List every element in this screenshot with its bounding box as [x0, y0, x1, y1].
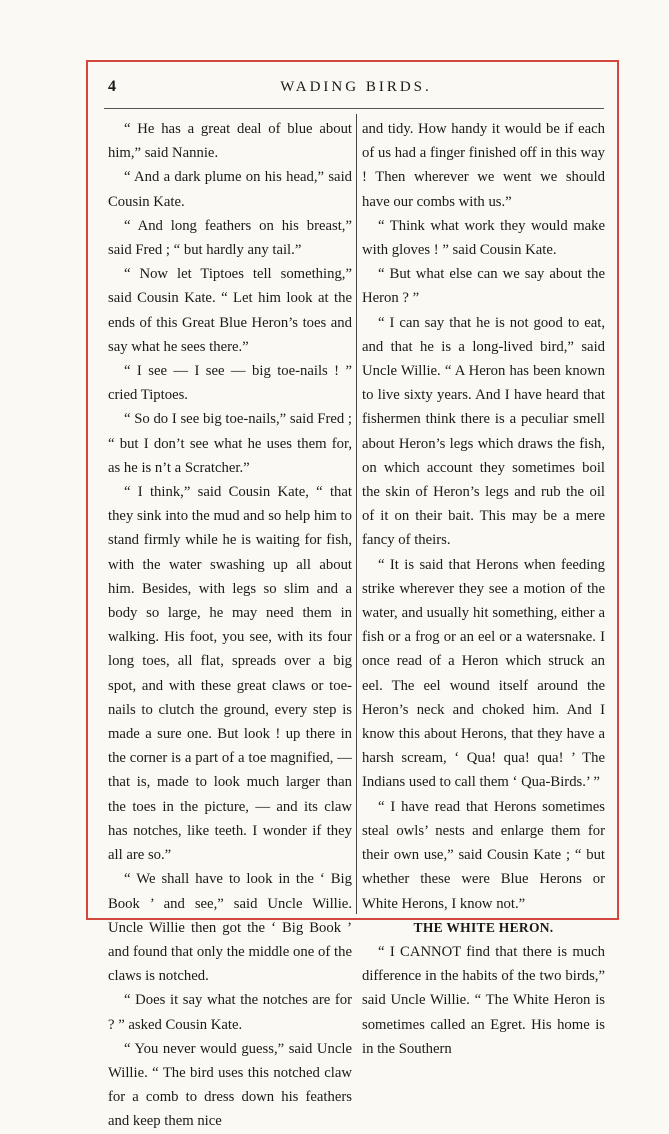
paragraph: “ And a dark plume on his head,” said Cousin Kate. [108, 169, 352, 210]
paragraph: “ You never would guess,” said Uncle Willie. “ The bird uses this notched claw for a comb to dress down his feathers and keep them nice [108, 1040, 352, 1130]
paragraph: “ I think,” said Cousin Kate, “ that they sink into the mud and so help him to stand firmly while he is waiting for fish, with the water swashing up all about him. Besides, with legs so slim and a body so large, he may need them in walking. His foot, you see, with its four long toes, all flat, spreads over a big spot, and with these great claws or toe-nails to clutch the ground, every step is made a sure one. But look ! up there in the corner is a part of a toe magnified, — that is, made to look much larger than the toes in the picture, — and its claw has notches, like teeth. I wonder if they all are so.” [108, 484, 352, 864]
paragraph: “ Now let Tiptoes tell something,” said Cousin Kate. “ Let him look at the ends of this Great Blue Heron’s toes and say what he sees there.” [108, 266, 352, 355]
paragraph: “ So do I see big toe-nails,” said Fred ; “ but I don’t see what he uses them for, as he is n’t a Scratcher.” [108, 411, 352, 476]
right-column [362, 117, 605, 1061]
paragraph: “ Think what work they would make with gloves ! ” said Cousin Kate. [362, 217, 605, 259]
paragraph: “ Does it say what the notches are for ? ” asked Cousin Kate. [108, 992, 352, 1033]
column-divider [356, 114, 357, 914]
paragraph: “ I CANNOT find that there is much difference in the habits of the two birds,” said Uncle Willie. “ The White Heron is sometimes called an Egret. His home is in the Southern [362, 943, 605, 1057]
paragraph: “ We shall have to look in the ‘ Big Book ’ and see,” said Uncle Willie. Uncle Willie then got the ‘ Big Book ’ and found that only the middle one of the claws is notched. [108, 871, 352, 985]
paragraph: “ I can say that he is not good to eat, and that he is a long-lived bird,” said Uncle Willie. “ A Heron has been known to live sixty years. And I have heard that fishermen think there is a peculiar smell about Heron’s legs which draws the fish, on which account they sometimes boil the skin of Heron’s legs and rub the oil of it on their bait. This may be a mere fancy of theirs. [362, 314, 605, 549]
page-header [108, 76, 604, 102]
paragraph: “ He has a great deal of blue about him,” said Nannie. [108, 121, 352, 162]
section-heading: THE WHITE HERON. [413, 919, 554, 935]
header-rule [104, 108, 604, 109]
paragraph: “ But what else can we say about the Heron ? ” [362, 266, 605, 307]
running-title: WADING BIRDS. [280, 79, 432, 95]
paragraph: “ I see — I see — big toe-nails ! ” cried Tiptoes. [108, 363, 352, 404]
left-column [108, 117, 352, 1134]
paragraph: “ And long feathers on his breast,” said Fred ; “ but hardly any tail.” [108, 217, 352, 259]
page-number: 4 [108, 78, 116, 95]
paragraph: “ I have read that Herons sometimes steal owls’ nests and enlarge them for their own use,” said Cousin Kate ; “ but whether these were Blue Herons or White Herons, I know not.” [362, 798, 605, 912]
paragraph: “ It is said that Herons when feeding strike wherever they see a motion of the water, and usually hit something, either a fish or a frog or an eel or a watersnake. I once read of a Heron which struck an eel. The eel wound itself around the Heron’s neck and choked him. And I know this about Herons, that they have a harsh scream, ‘ Qua! qua! qua! ’ The Indians used to call them ‘ Qua-Birds.’ ” [362, 556, 605, 791]
paragraph-continuation: and tidy. How handy it would be if each of us had a finger finished off in this way ! Then wherever we went we should have our combs with us.” [362, 121, 605, 210]
